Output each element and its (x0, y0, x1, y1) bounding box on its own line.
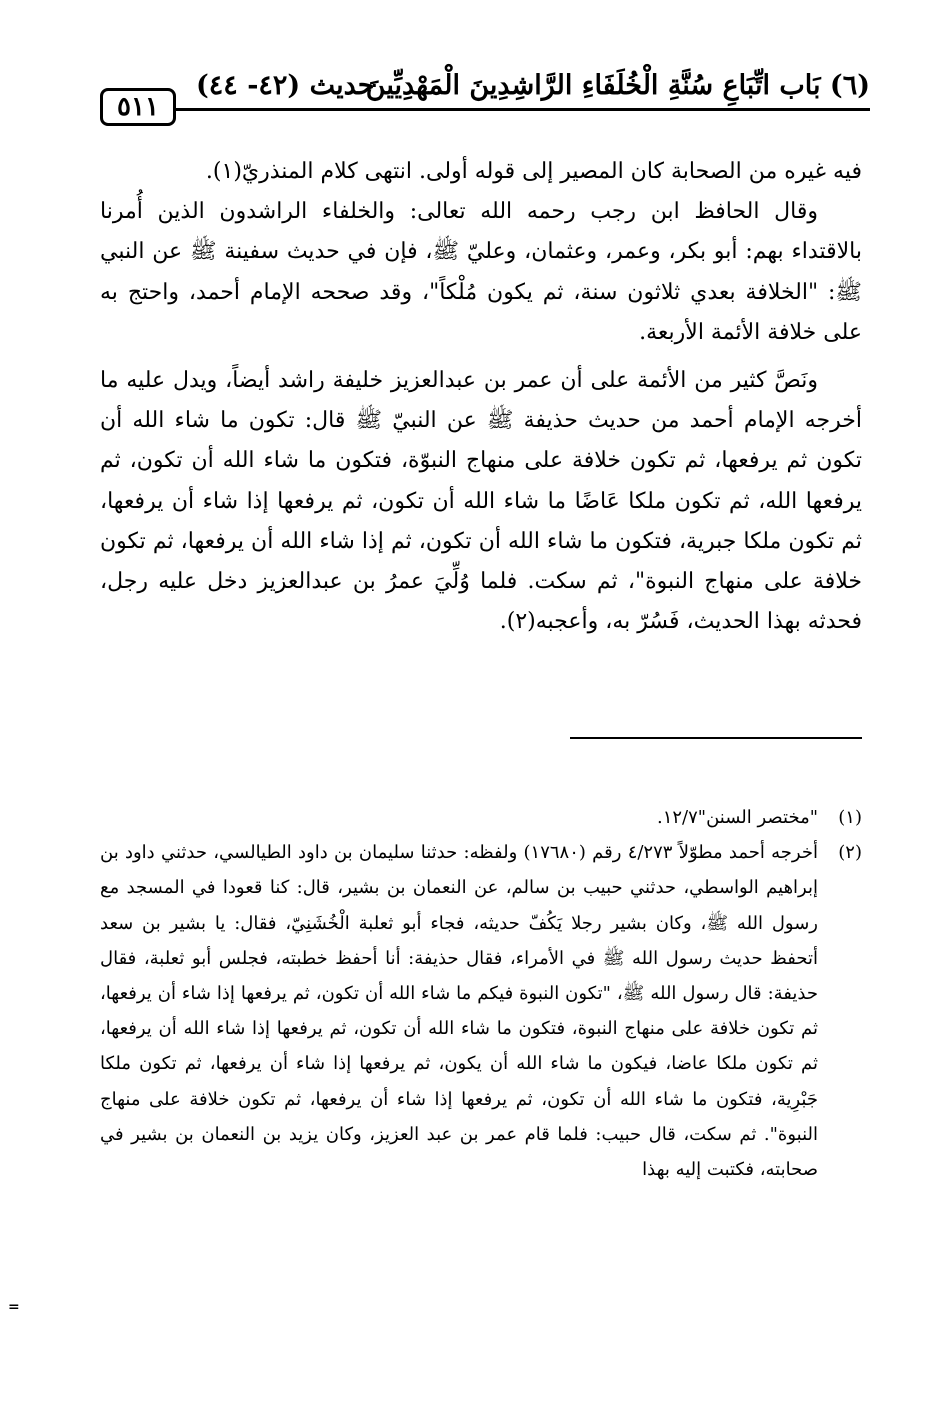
footnote-text: "مختصر السنن"١٢/٧. (656, 807, 818, 828)
footnote-text: أخرجه أحمد مطوّلاً ٤/٢٧٣ رقم (١٧٦٨٠) ولفظه: حدثنا سليمان بن داود الطيالسي، حدثني داود بن إبراهيم الواسطي، حدثني حبيب بن سالم، عن النعمان بن بشير، قال: كنا قعودا في المسجد مع رسول الله ﷺ، وكان بشير رجلا يَكُفّ حديثه، فجاء أبو ثعلبة الْخُشَنِيّ، فقال: يا بشير بن سعد أتحفظ حديث رسول الله ﷺ في الأمراء، فقال حذيفة: أنا أحفظ خطبته، فجلس أبو ثعلبة، فقال حذيفة: قال رسول الله ﷺ، "تكون النبوة فيكم ما شاء الله أن تكون، ثم يرفعها إذا شاء أن يرفعها، ثم تكون خلافة على منهاج النبوة، فتكون ما شاء الله أن تكون، ثم يرفعها إذا شاء الله أن يرفعها، ثم تكون ملكا عاضا، فيكون ما شاء الله أن يكون، ثم يرفعها إذا شاء أن يرفعها، ثم تكون ملكا جَبْرِية، فتكون ما شاء الله أن تكون، ثم يرفعها إذا شاء أن يرفعها، ثم تكون خلافة على منهاج النبوة". ثم سكت، قال حبيب: فلما قام عمر بن عبد العزيز، وكان يزيد بن النعمان بن بشير في صحابته، فكتبت إليه بهذا (100, 842, 818, 1181)
paragraph-2: وقال الحافظ ابن رجب رحمه الله تعالى: والخلفاء الراشدون الذين أُمرنا بالاقتداء بهم: أبو بكر، وعمر، وعثمان، وعليّ ﷺ، فإن في حديث سفينة ﷺ عن النبي ﷺ: "الخلافة بعدي ثلاثون سنة، ثم يكون مُلْكاً"، وقد صححه الإمام أحمد، واحتج به على خلافة الأئمة الأربعة. (100, 199, 862, 345)
footnote-number: (١) (838, 807, 862, 828)
page-header (100, 70, 870, 128)
main-text (100, 152, 862, 642)
hadith-range: حديث (٤٢- ٤٤) (196, 70, 375, 101)
footnote-separator (570, 737, 862, 739)
header-rule (176, 108, 870, 111)
footnote-1 (100, 800, 862, 835)
chapter-title: (٦) بَاب اتِّبَاعِ سُنَّةِ الْخُلَفَاءِ الرَّاشِدِينَ الْمَهْدِيِّينَ (365, 70, 870, 101)
footnotes (100, 800, 862, 1187)
footnote-continuation-mark: = (8, 1299, 20, 1315)
paragraph-3: ونَصَّ كثير من الأئمة على أن عمر بن عبدالعزيز خليفة راشد أيضاً، ويدل عليه ما أخرجه الإمام أحمد من حديث حذيفة ﷺ عن النبيّ ﷺ قال: تكون ما شاء الله أن تكون ثم يرفعها، ثم تكون خلافة على منهاج النبوّة، فتكون ما شاء الله أن تكون، ثم يرفعها الله، ثم تكون ملكا عَاضًا ما شاء الله أن تكون، ثم يرفعها إذا شاء أن يرفعها، ثم تكون ملكا جبرية، فتكون ما شاء الله أن تكون، ثم إذا شاء الله أن يرفعها، ثم تكون خلافة على منهاج النبوة"، ثم سكت. فلما وُلِّيَ عمرُ بن عبدالعزيز دخل عليه رجل، فحدثه بهذا الحديث، فَسُرّ به، وأعجبه(٢). (100, 368, 863, 635)
footnote-2 (100, 835, 862, 1187)
footnote-number: (٢) (838, 842, 862, 864)
paragraph-1: فيه غيره من الصحابة كان المصير إلى قوله أولى. انتهى كلام المنذريّ(١). (205, 159, 862, 184)
page-number: ٥١١ (100, 88, 176, 126)
